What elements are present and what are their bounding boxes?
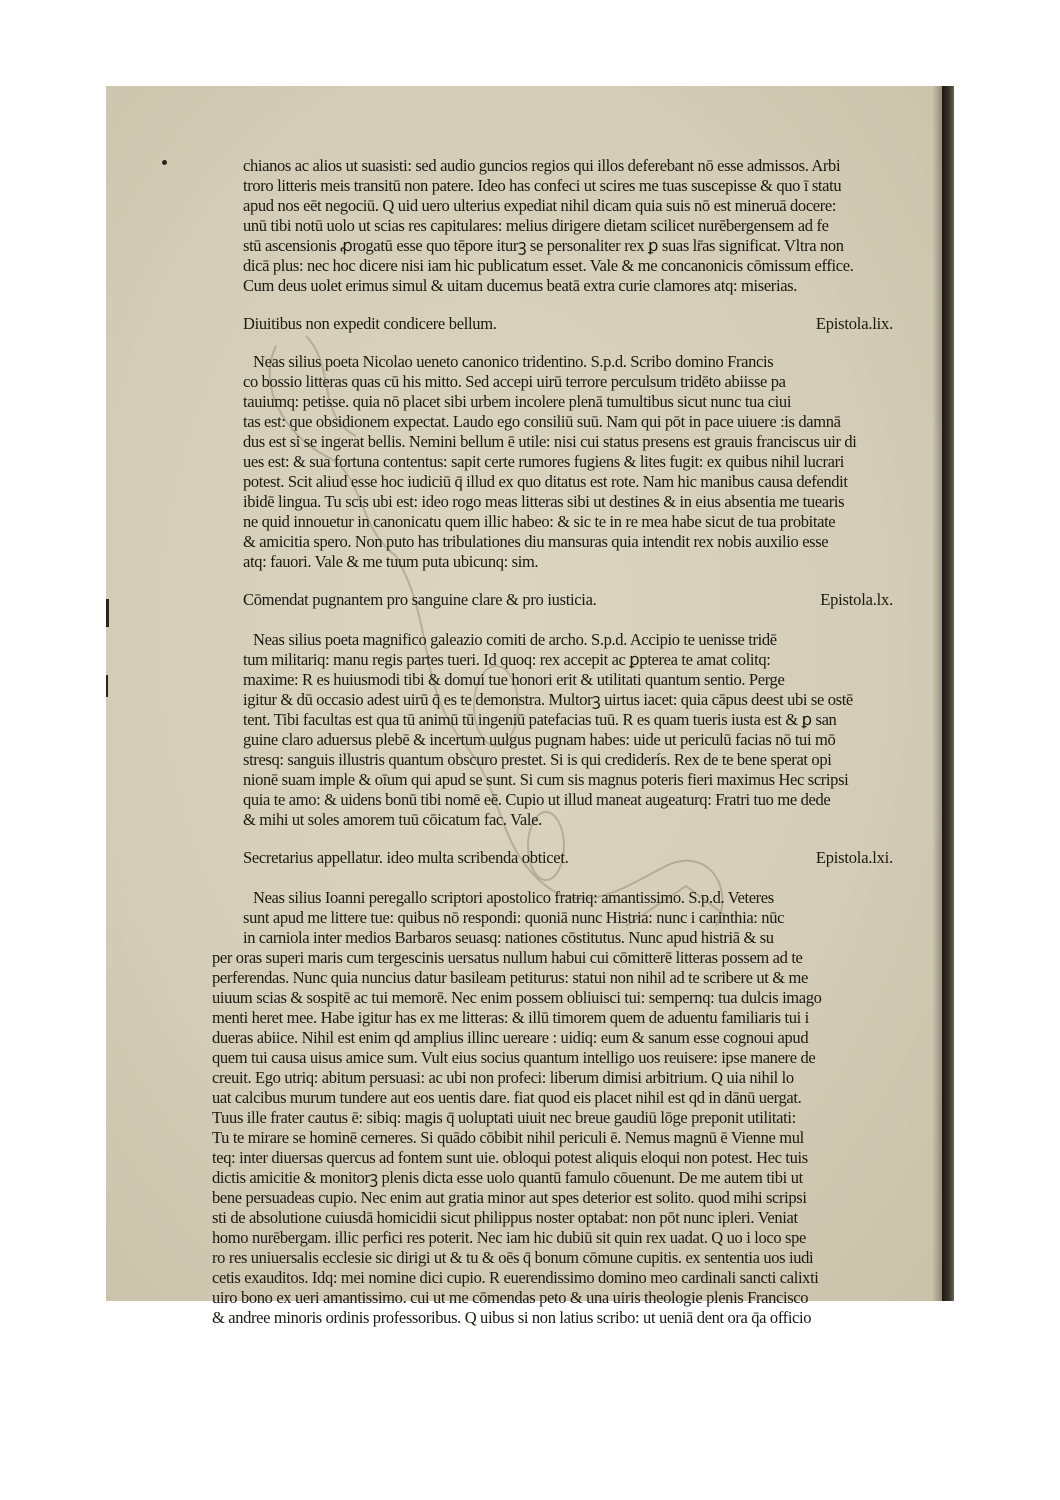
text-line: dictis amicitie & monitorꝫ plenis dicta esse uolo quantū famulo cōuenunt. De me autem tibi ut xyxy=(212,1168,803,1187)
text-line: tent. Tibi facultas est qua tū animū tū ingeniū patefacias tuū. R es quam tueris iusta est & ꝑ san xyxy=(243,710,837,729)
text-line: bene persuadeas cupio. Nec enim aut gratia minor aut spes deterior est solito. quod mihi scripsi xyxy=(212,1188,807,1207)
epistle-heading xyxy=(243,848,893,870)
text-line: & andree minoris ordinis professoribus. Q uibus si non latius scribo: ut ueniā dent ora q̄a officio xyxy=(212,1308,812,1327)
text-line: atq: fauori. Vale & me tuum puta ubicunq: sim. xyxy=(243,552,539,571)
text-line: sunt apud me littere tue: quibus nō respondi: quoniā nunc Histria: nunc i carinthia: nūc xyxy=(243,908,785,927)
text-line: apud nos eēt negociū. Q uid uero ulterius expediat nihil dicam quia suis nō est mineruā docere: xyxy=(243,196,837,215)
text-line: ne quid innouetur in canonicatu quem illic habeo: & sic te in re mea habe sicut de tua probitate xyxy=(243,512,836,531)
text-line: ues est: & sua fortuna contentus: sapit certe rumores fugiens & lites fugit: ex quibus nihil lucrari xyxy=(243,452,845,471)
text-line: cetis exauditos. Idq: mei nomine dici cupio. R euerendissimo domino meo cardinali sancti calixti xyxy=(212,1268,819,1287)
text-line: per oras superi maris cum tergescinis uersatus nullum habui cui cōmitterē litteras possem ad te xyxy=(212,948,803,967)
text-line: tum militariq: manu regis partes tueri. Id quoq: rex accepit ac ꝑpterea te amat colitq: xyxy=(243,650,771,669)
margin-dot xyxy=(162,160,167,165)
text-line: & amicitia spero. Non puto has tribulationes diu mansuras quia intendit rex nobis auxilio esse xyxy=(243,532,829,551)
text-line: nionē suam imple & oīum qui apud se sunt. Si cum sis magnus poteris fieri maximus Hec scripsi xyxy=(243,770,849,789)
book-gutter xyxy=(942,86,954,1301)
margin-mark xyxy=(106,675,108,697)
heading-title: Secretarius appellatur. ideo multa scribenda obticet. xyxy=(243,848,569,867)
text-line: troro litteris meis transitū non patere. Ideo has confeci ut scires me tuas suscepisse & quo ī statu xyxy=(243,176,842,195)
text-line: potest. Scit aliud esse hoc iudiciū q̄ illud ex quo ditatus est rote. Nam hic manibus causa defendit xyxy=(243,472,848,491)
text-line: quia te amo: & uidens bonū tibi nomē eē. Cupio ut illud maneat augeaturq: Fratri tuo me dede xyxy=(243,790,831,809)
text-line: unū tibi notū uolo ut scias res capitulares: melius dirigere dietam scilicet nurēbergensem ad fe xyxy=(243,216,829,235)
scanned-page xyxy=(106,86,954,1327)
text-line: Tuus ille frater cautus ē: sibiq: magis q̄ uoluptati uiuit nec breue gaudiū lōge preponit utilitati: xyxy=(212,1108,796,1127)
margin-mark xyxy=(106,599,109,627)
text-line: igitur & dū occasio adest uirū q̄ es te demonstra. Multorꝫ uirtus iacet: quia cāpus deest ubi se ostē xyxy=(243,690,853,709)
text-line: quem tui causa uisus amice sum. Vult eius socius quantum intelligo uos reuisere: ipse manere de xyxy=(212,1048,816,1067)
text-line: in carniola inter medios Barbaros seuasq: nationes cōstitutus. Nunc apud histriā & su xyxy=(243,928,774,947)
text-line: sti de absolutione cuiusdā homicidii sicut philippus noster optabat: non pōt nunc ipleri. Veniat xyxy=(212,1208,798,1227)
text-line: dus est si se ingerat bellis. Nemini bellum ē utile: nisi cui status presens est grauis franciscus uir di xyxy=(243,432,857,451)
text-line: uiro bono ex ueri amantissimo. cui ut me cōmendas peto & una uiris theologie plenis Francisco xyxy=(212,1288,809,1307)
text-line: creuit. Ego utriq: abitum persuasi: ac ubi non profeci: liberum dimisi arbitrium. Q uia nihil lo xyxy=(212,1068,794,1087)
text-line: uat calcibus murum tundere aut eos uentis dare. fiat quod eis placet nihil est qd in dānū uergat. xyxy=(212,1088,802,1107)
text-line: chianos ac alios ut suasisti: sed audio guncios regios qui illos deferebant nō esse admissos. Arbi xyxy=(243,156,841,175)
epistle-heading xyxy=(243,590,893,612)
text-line: ro res uniuersalis ecclesie sic dirigi ut & tu & oēs q̄ bonum cōmune cupitis. ex sententia uos iudi xyxy=(212,1248,814,1267)
text-line: Cum deus uolet erimus simul & uitam ducemus beatā extra curie clamores atq: miserias. xyxy=(243,276,798,295)
text-line: teq: inter diuersas quercus ad fontem sunt uie. obloqui potest aliquis eloqui non potest. Hec tuis xyxy=(212,1148,808,1167)
text-line: homo nurēbergam. illic perfici res poterit. Nec iam hic dubiū sit quin rex uadat. Q uo i loco spe xyxy=(212,1228,806,1247)
text-line: stū ascensionis ꝓrogatū esse quo tēpore iturꝫ se personaliter rex ꝑ suas lr̄as significat. Vltra non xyxy=(243,236,844,255)
epistle-heading xyxy=(243,314,893,336)
text-line: Neas silius poeta magnifico galeazio comiti de archo. S.p.d. Accipio te uenisse tridē xyxy=(253,630,777,649)
binding-shadow xyxy=(932,86,942,1301)
text-line: & mihi ut soles amorem tuū cōicatum fac. Vale. xyxy=(243,810,542,829)
epistle-number: Epistola.lxi. xyxy=(815,848,893,867)
text-line: perferendas. Nunc quia nuncius datur basileam petiturus: statui non nihil ad te scribere ut & me xyxy=(212,968,808,987)
heading-title: Cōmendat pugnantem pro sanguine clare & pro iusticia. xyxy=(243,590,597,609)
text-line: co bossio litteras quas cū his mitto. Sed accepi uirū terrore perculsum tridēto abiisse pa xyxy=(243,372,786,391)
text-line: Tu te mirare se hominē cerneres. Si quādo cōbibit nihil periculi ē. Nemus magnū ē Vienne mul xyxy=(212,1128,804,1147)
heading-title: Diuitibus non expedit condicere bellum. xyxy=(243,314,497,333)
text-line: guine claro aduersus plebē & incertum uulgus pugnam habes: uide ut periculū facias nō tui mō xyxy=(243,730,836,749)
text-line: stresq: sanguis illustris quantum obscuro prestet. Si is qui crediderís. Rex de te bene sperat opi xyxy=(243,750,832,769)
text-line: menti heret mee. Habe igitur has ex me litteras: & illū timorem quem de aduentu familiaris tui i xyxy=(212,1008,809,1027)
text-line: maxime: R es huiusmodi tibi & domui tue honori erit & utilitati quantum sentio. Perge xyxy=(243,670,785,689)
epistle-number: Epistola.lx. xyxy=(820,590,893,609)
text-line: Neas silius Ioanni peregallo scriptori apostolico fratriq: amantissimo. S.p.d. Veteres xyxy=(253,888,774,907)
text-line: dicā plus: nec hoc dicere nisi iam hic publicatum esset. Vale & me concanonicis cōmissum effice. xyxy=(243,256,854,275)
text-line: tas est: que obsidionem expectat. Laudo ego consiliū suū. Nam qui pōt in pace uiuere :is damnā xyxy=(243,412,841,431)
text-line: dueras abiice. Nihil est enim qd amplius illinc uereare : uidiq: eum & sanum esse cognoui apud xyxy=(212,1028,809,1047)
text-line: uiuum scias & sospitē ac tui memorē. Nec enim possem obliuisci tui: sempernq: tua dulcis imago xyxy=(212,988,822,1007)
epistle-number: Epistola.lix. xyxy=(815,314,893,333)
text-line: Neas silius poeta Nicolao ueneto canonico tridentino. S.p.d. Scribo domino Francis xyxy=(253,352,774,371)
text-line: tauiumq: petisse. quia nō placet sibi urbem incolere plenā tumultibus sicut nunc tua ciui xyxy=(243,392,792,411)
text-line: ibidē lingua. Tu scis ubi est: ideo rogo meas litteras sibi ut destines & in eius absentia me tuearis xyxy=(243,492,845,511)
